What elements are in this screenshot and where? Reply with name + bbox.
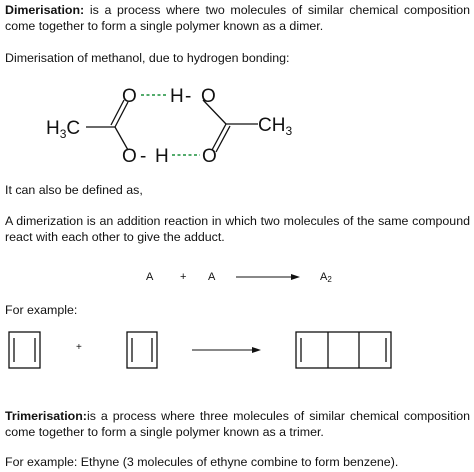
- product-a2: $A_2$: [320, 271, 332, 284]
- for-example-label: For example:: [5, 303, 78, 317]
- oxygen-top-left: O: [122, 86, 137, 107]
- bond-dash-bottom: -: [140, 146, 147, 167]
- methyl-left: $H_3C$: [46, 118, 81, 141]
- methyl-right: $CH_3$: [258, 115, 293, 138]
- reaction-arrow-1: [0, 268, 474, 288]
- methanol-dimer-structure: [0, 78, 474, 188]
- trimerisation-paragraph: [5, 408, 470, 440]
- bond-dash-top: -: [185, 86, 192, 107]
- dimerisation-paragraph: [5, 2, 470, 34]
- trimerisation-term: Trimerisation:: [5, 409, 87, 423]
- oxygen-top-right: O: [201, 86, 216, 107]
- oxygen-bottom-left: O: [122, 146, 137, 167]
- dimerisation-term: Dimerisation:: [5, 3, 85, 17]
- equation-plus: +: [180, 271, 187, 283]
- dimerisation-definition: is a process where two molecules of similar chemical composition come together to form a single polymer known as a dimer.: [5, 3, 470, 33]
- trimerisation-definition: is a process where three molecules of similar chemical composition come together to form a single polymer known as a trimer.: [5, 409, 470, 439]
- reactant-a-1: A: [146, 271, 154, 283]
- example-plus: +: [76, 342, 82, 353]
- cyclobutadiene-trimerization: [0, 328, 474, 378]
- hydrogen-top: H: [170, 86, 184, 107]
- methanol-caption: Dimerisation of methanol, due to hydrogen bonding:: [5, 51, 290, 65]
- reactant-a-2: A: [208, 271, 216, 283]
- dimerization-definition: A dimerization is an addition reaction in which two molecules of the same compound react with each other to give the adduct.: [5, 214, 470, 244]
- also-defined-text: It can also be defined as,: [5, 183, 143, 197]
- hydrogen-bottom: H: [155, 146, 169, 167]
- ethyne-example: For example: Ethyne (3 molecules of ethyne combine to form benzene).: [5, 455, 399, 469]
- oxygen-bottom-right: O: [202, 146, 217, 167]
